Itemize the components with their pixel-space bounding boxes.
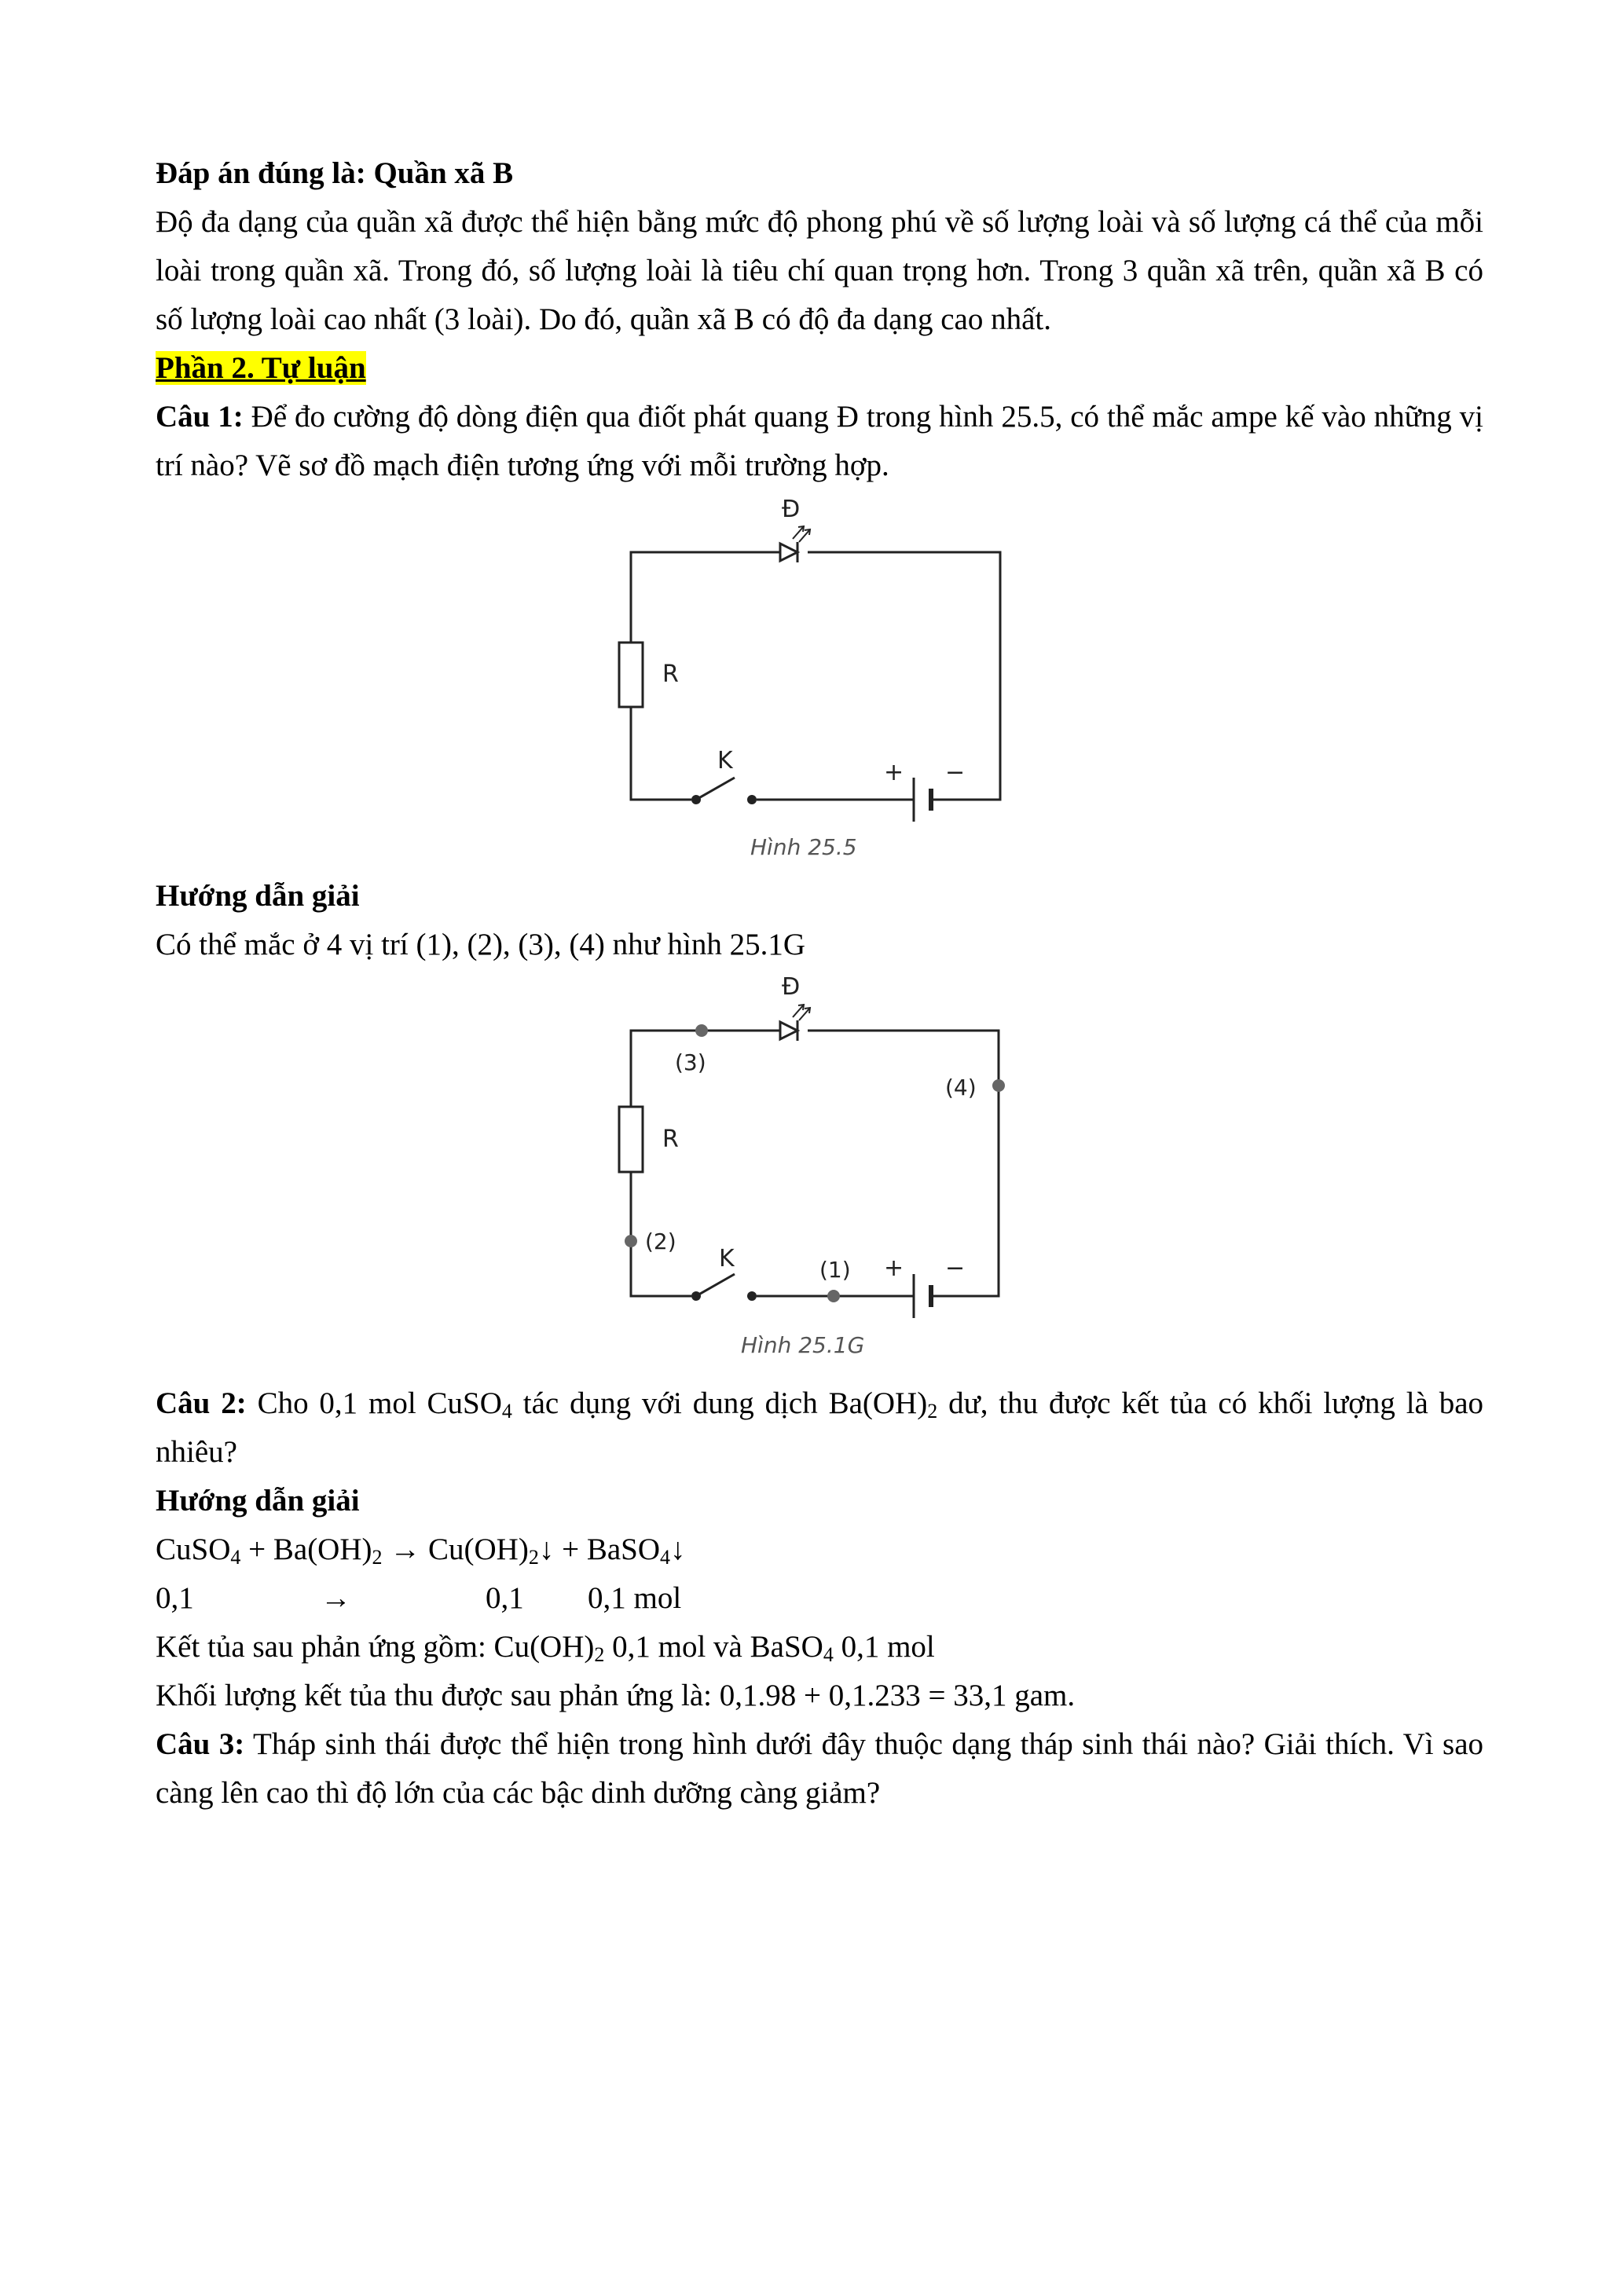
switch-label: K [719, 1245, 735, 1273]
circuit-diagram-25-1g [584, 969, 1055, 1362]
switch-icon [691, 778, 757, 804]
section-title: Phần 2. Tự luận [156, 351, 366, 385]
precipitate-part-a: Kết tủa sau phản ứng gồm: Cu(OH) [156, 1630, 595, 1664]
question-2 [156, 1379, 1483, 1477]
precipitate-sub-1: 2 [594, 1643, 605, 1666]
resistor-icon [619, 643, 643, 707]
eq-sub-1: 4 [230, 1546, 241, 1569]
figure-caption: Hình 25.5 [750, 834, 857, 860]
mass-line: Khối lượng kết tủa thu được sau phản ứng là: 0,1.98 + 0,1.233 = 33,1 gam. [156, 1679, 1076, 1712]
q2-sub-2: 2 [927, 1400, 938, 1423]
switch-icon [691, 1274, 757, 1301]
battery-plus: + [884, 759, 904, 786]
q1-solution-heading: Hướng dẫn giải [156, 879, 360, 913]
reaction-equation [156, 1525, 1483, 1574]
q3-label: Câu 3: [156, 1727, 245, 1761]
eq-sub-4: 4 [660, 1546, 670, 1569]
wire-left-top [631, 552, 780, 643]
q2-solution-heading: Hướng dẫn giải [156, 1484, 360, 1518]
wire-left-bottom [631, 707, 691, 800]
answer-line [156, 149, 1483, 198]
q2-text-a: Cho 0,1 mol CuSO [257, 1386, 502, 1420]
question-1 [156, 393, 1483, 490]
mole-left: 0,1 [156, 1581, 194, 1615]
precipitate-part-b: 0,1 mol và BaSO [604, 1630, 823, 1664]
battery-minus: − [945, 759, 966, 786]
battery-icon [914, 1274, 931, 1318]
point-4-label: (4) [945, 1075, 977, 1100]
eq-part-d: ↓ + BaSO [538, 1532, 660, 1566]
q1-label: Câu 1: [156, 400, 244, 434]
section-title-line [156, 344, 1483, 393]
precipitate-sub-2: 4 [823, 1643, 834, 1666]
led-icon [780, 1005, 810, 1041]
q1-solution-text: Có thể mắc ở 4 vị trí (1), (2), (3), (4) như hình 25.1G [156, 928, 806, 961]
led-icon [780, 526, 810, 562]
point-4-marker [992, 1079, 1005, 1092]
mole-row [156, 1574, 1483, 1623]
point-2-label: (2) [645, 1229, 676, 1254]
led-label: Đ [782, 973, 801, 1001]
resistor-label: R [662, 661, 679, 688]
q2-text-c: dư, thu được kết tủa có khối lượng là bao nhiêu? [156, 1386, 1484, 1469]
point-1-marker [827, 1290, 840, 1302]
mole-arrow: → [321, 1581, 351, 1615]
point-3-label: (3) [675, 1049, 706, 1075]
answer-explanation: Độ đa dạng của quần xã được thể hiện bằng mức độ phong phú về số lượng loài và số lượng cá thể của mỗi loài trong quần xã. Trong đó, số lượng loài là tiêu chí quan trọng hơn. Trong 3 quần xã trên, quần xã B có số lượng loài cao nhất (3 loài). Do đó, quần xã B có độ đa dạng cao nhất. [156, 205, 1483, 336]
q2-sub-1: 4 [501, 1400, 512, 1423]
led-label: Đ [782, 496, 801, 523]
q1-text: Để đo cường độ dòng điện qua điốt phát quang Đ trong hình 25.5, có thể mắc ampe kế vào những vị trí nào? Vẽ sơ đồ mạch điện tương ứng với mỗi trường hợp. [156, 400, 1483, 482]
question-3 [156, 1720, 1483, 1818]
q2-text-b: tác dụng với dung dịch Ba(OH) [511, 1386, 928, 1420]
point-2-marker [625, 1235, 637, 1247]
eq-part-b: + Ba(OH) [240, 1532, 372, 1566]
q3-text: Tháp sinh thái được thể hiện trong hình dưới đây thuộc dạng tháp sinh thái nào? Giải thích. Vì sao càng lên cao thì độ lớn của các bậc dinh dưỡng càng giảm? [156, 1727, 1484, 1810]
switch-label: K [717, 747, 733, 774]
eq-part-c: → Cu(OH) [382, 1532, 529, 1566]
battery-minus: − [945, 1254, 966, 1282]
battery-icon [914, 778, 931, 822]
resistor-label: R [662, 1126, 679, 1153]
mole-mid: 0,1 [486, 1581, 524, 1615]
eq-sub-2: 2 [372, 1546, 383, 1569]
answer-value: Quần xã B [373, 156, 514, 190]
resistor-icon [619, 1107, 643, 1172]
figure-caption: Hình 25.1G [741, 1332, 865, 1358]
circuit-diagram-25-5 [584, 493, 1055, 862]
eq-sub-3: 2 [528, 1546, 539, 1569]
point-3-marker [695, 1024, 708, 1037]
figure-25-5 [584, 493, 1055, 862]
precipitate-part-c: 0,1 mol [833, 1630, 935, 1664]
battery-plus: + [884, 1254, 904, 1282]
eq-part-e: ↓ [670, 1532, 686, 1566]
point-1-label: (1) [819, 1257, 851, 1283]
figure-25-1g [584, 969, 1055, 1362]
mole-right: 0,1 mol [588, 1581, 682, 1615]
eq-part-a: CuSO [156, 1532, 231, 1566]
document-page [156, 149, 1483, 1818]
precipitate-line [156, 1623, 1483, 1672]
wire-right [808, 552, 1000, 800]
answer-label: Đáp án đúng là: [156, 156, 366, 190]
q2-label: Câu 2: [156, 1386, 247, 1420]
